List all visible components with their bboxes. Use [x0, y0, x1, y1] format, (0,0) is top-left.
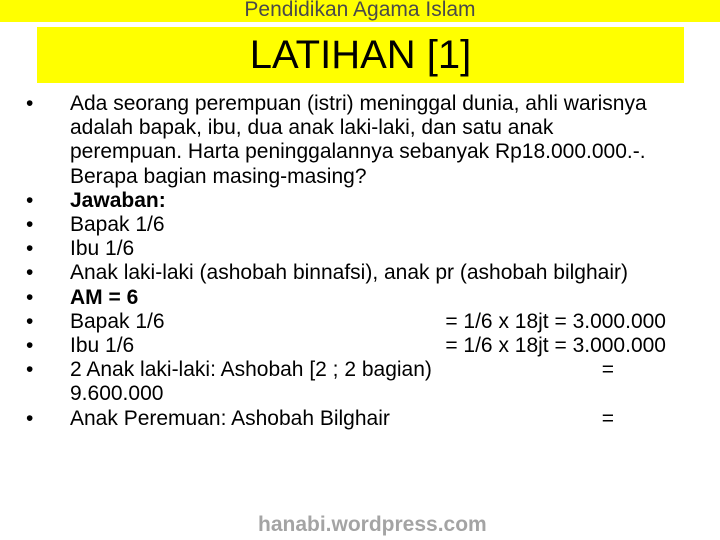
slide-title: LATIHAN [1]: [249, 33, 472, 77]
list-item-ibu: [26, 237, 666, 261]
list-item-pr-calc: [26, 407, 666, 431]
list-item-answer-label: [26, 189, 666, 213]
ibu-calc-label: Ibu 1/6: [70, 334, 135, 358]
bullet-icon: •: [26, 334, 34, 358]
list-item-anak: [26, 261, 666, 285]
watermark-text: hanabi.wordpress.com: [258, 513, 487, 536]
am-text: AM = 6: [70, 285, 139, 309]
bullet-icon: •: [26, 237, 34, 261]
laki-calc-equals: =: [601, 358, 614, 382]
bullet-icon: •: [26, 261, 34, 285]
ibu-text: Ibu 1/6: [70, 237, 135, 261]
question-text: Ada seorang perempuan (istri) meninggal dunia, ahli warisnya adalah bapak, ibu, dua anak laki-laki, dan satu anak perempuan. Harta peninggalannya sebanyak Rp18.000.000.-. Berapa bagian masing-masing?: [70, 92, 647, 188]
bullet-icon: •: [26, 358, 34, 382]
list-item-ibu-calc: [26, 334, 666, 358]
subject-title: Pendidikan Agama Islam: [244, 0, 476, 21]
ibu-calc-result: = 1/6 x 18jt = 3.000.000: [445, 334, 666, 358]
ibu-calc-row: [70, 334, 666, 358]
pr-calc-equals: =: [601, 406, 614, 430]
list-item-bapak: [26, 213, 666, 237]
bullet-icon: •: [26, 188, 34, 212]
laki-calc-row: [70, 358, 666, 382]
laki-calc-value: 9.600.000: [70, 382, 164, 406]
list-item-laki-calc: [26, 358, 666, 406]
list-item-am: [26, 286, 666, 310]
bapak-calc-label: Bapak 1/6: [70, 309, 165, 333]
slide-title-box: [37, 27, 684, 83]
anak-text: Anak laki-laki (ashobah binnafsi), anak pr (ashobah bilghair): [70, 261, 628, 285]
bapak-text: Bapak 1/6: [70, 213, 165, 237]
list-item-bapak-calc: [26, 310, 666, 334]
bullet-icon: •: [26, 406, 34, 430]
pr-calc-label: Anak Peremuan: Ashobah Bilghair: [70, 406, 390, 430]
pr-calc-row: [70, 407, 666, 431]
laki-calc-label: 2 Anak laki-laki: Ashobah [2 ; 2 bagian): [70, 358, 432, 382]
bullet-icon: •: [26, 309, 34, 333]
answer-label: Jawaban:: [70, 188, 166, 212]
list-item-question: [26, 92, 666, 189]
bapak-calc-result: = 1/6 x 18jt = 3.000.000: [445, 309, 666, 333]
bapak-calc-row: [70, 310, 666, 334]
bullet-icon: •: [26, 285, 34, 309]
header-band: [0, 0, 720, 22]
bullet-icon: •: [26, 92, 34, 115]
bullet-list: [26, 92, 666, 431]
bullet-icon: •: [26, 213, 34, 237]
